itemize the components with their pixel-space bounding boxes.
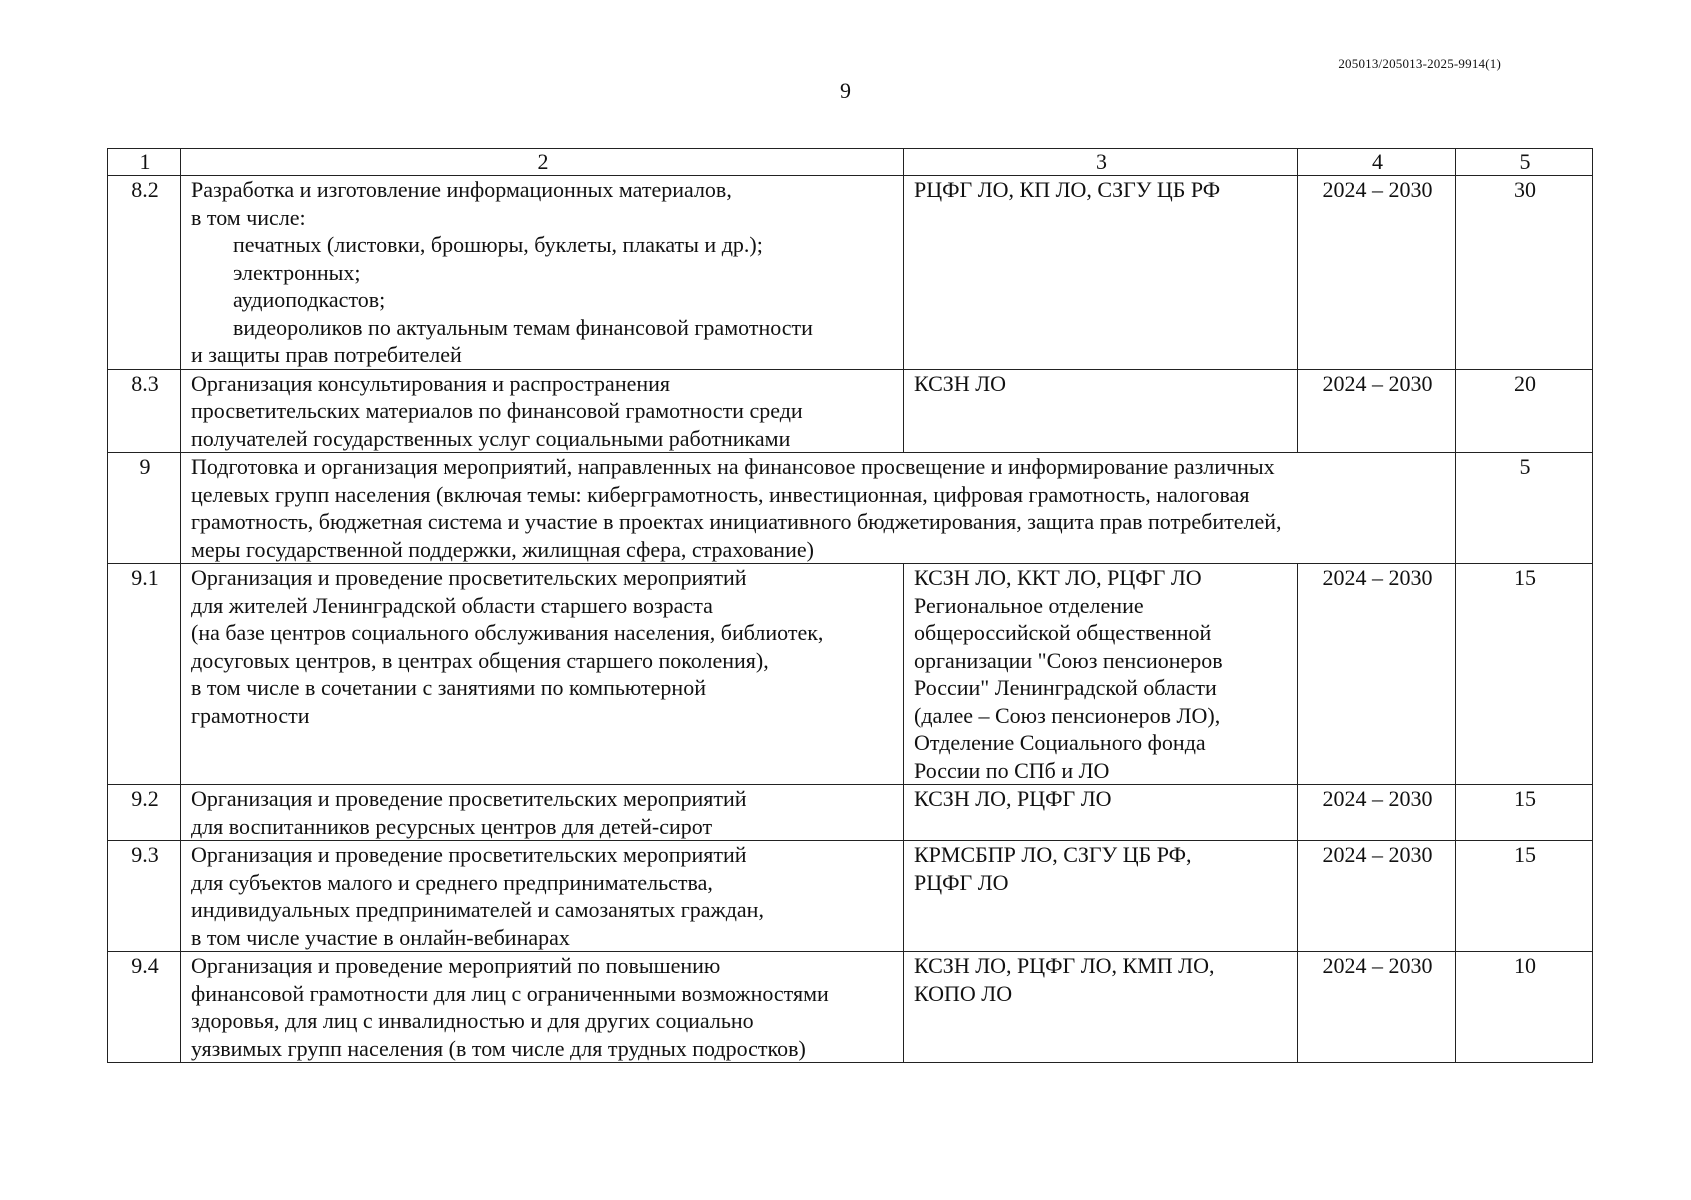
description-line: грамотность, бюджетная система и участие в проектах инициативного бюджетирования, защита прав потребителей, [191, 509, 1282, 534]
executors-cell [904, 369, 1298, 453]
executor-line: КСЗН ЛО [914, 370, 1007, 396]
row-number: 9.2 [108, 785, 181, 841]
executor-line: организации "Союз пенсионеров [914, 647, 1223, 673]
table-row [108, 564, 1593, 785]
description-line: уязвимых групп населения (в том числе для трудных подростков) [191, 1035, 806, 1061]
row-number: 8.3 [108, 369, 181, 453]
document-id: 205013/205013-2025-9914(1) [1338, 56, 1501, 71]
description-line: здоровья, для лиц с инвалидностью и для других социально [191, 1008, 754, 1033]
executor-line: Отделение Социального фонда [914, 730, 1206, 755]
executor-line: (далее – Союз пенсионеров ЛО), [914, 702, 1221, 728]
executor-line: РЦФГ ЛО [914, 869, 1009, 895]
description-line: финансовой грамотности для лиц с ограниченными возможностями [191, 980, 829, 1006]
description-line: целевых групп населения (включая темы: киберграмотность, инвестиционная, цифровая грамотность, налоговая [191, 481, 1250, 507]
description-line: Организация и проведение просветительских мероприятий [191, 842, 747, 867]
description-line: в том числе в сочетании с занятиями по компьютерной [191, 675, 706, 700]
period-cell: 2024 – 2030 [1298, 841, 1456, 952]
executor-line: общероссийской общественной [914, 620, 1212, 645]
period-cell: 2024 – 2030 [1298, 176, 1456, 370]
description-line: Организация и проведение просветительских мероприятий [191, 565, 747, 590]
description-line: для жителей Ленинградской области старшего возраста [191, 592, 713, 618]
executor-line: КРМСБПР ЛО, СЗГУ ЦБ РФ, [914, 842, 1192, 867]
measure-description [181, 564, 904, 785]
period-cell: 2024 – 2030 [1298, 785, 1456, 841]
column-header-executors: 3 [904, 149, 1298, 176]
executors-cell [904, 176, 1298, 370]
measure-description [181, 369, 904, 453]
description-line: грамотности [191, 702, 310, 728]
description-line: Организация и проведение мероприятий по повышению [191, 953, 721, 978]
executor-line: России по СПб и ЛО [914, 757, 1110, 783]
table-row [108, 453, 1593, 564]
row-number: 9.3 [108, 841, 181, 952]
table-row [108, 841, 1593, 952]
executors-cell [904, 841, 1298, 952]
description-line: получателей государственных услуг социальными работниками [191, 425, 791, 451]
table-body [108, 176, 1593, 1063]
row-number: 8.2 [108, 176, 181, 370]
description-line: для воспитанников ресурсных центров для детей-сирот [191, 813, 713, 839]
value-cell: 10 [1456, 952, 1593, 1063]
period-cell: 2024 – 2030 [1298, 564, 1456, 785]
table-header-row [108, 149, 1593, 176]
value-cell: 30 [1456, 176, 1593, 370]
executors-cell [904, 952, 1298, 1063]
executor-line: РЦФГ ЛО, КП ЛО, СЗГУ ЦБ РФ [914, 177, 1221, 202]
description-line: и защиты прав потребителей [191, 342, 462, 367]
description-line: просветительских материалов по финансовой грамотности среди [191, 398, 803, 423]
executor-line: КСЗН ЛО, ККТ ЛО, РЦФГ ЛО [914, 565, 1202, 590]
description-line: видеороликов по актуальным темам финансовой грамотности [233, 314, 813, 340]
value-cell: 20 [1456, 369, 1593, 453]
table-row [108, 176, 1593, 370]
measure-description [181, 785, 904, 841]
measure-description [181, 952, 904, 1063]
column-header-number: 1 [108, 149, 181, 176]
value-cell: 15 [1456, 785, 1593, 841]
measure-description [181, 453, 1456, 564]
column-header-measure: 2 [181, 149, 904, 176]
description-line: индивидуальных предпринимателей и самозанятых граждан, [191, 897, 764, 922]
column-header-period: 4 [1298, 149, 1456, 176]
measures-table [107, 148, 1593, 1063]
table-row [108, 369, 1593, 453]
row-number: 9.4 [108, 952, 181, 1063]
measure-description [181, 176, 904, 370]
executor-line: России" Ленинградской области [914, 675, 1217, 700]
executors-cell [904, 785, 1298, 841]
measure-description [181, 841, 904, 952]
description-line: электронных; [233, 259, 361, 285]
table-row [108, 785, 1593, 841]
executor-line: КСЗН ЛО, РЦФГ ЛО, КМП ЛО, [914, 953, 1215, 978]
description-line: аудиоподкастов; [233, 287, 386, 312]
table-row [108, 952, 1593, 1063]
description-line: Организация и проведение просветительских мероприятий [191, 786, 747, 811]
column-header-value: 5 [1456, 149, 1593, 176]
description-line: в том числе участие в онлайн-вебинарах [191, 924, 570, 950]
description-line: досуговых центров, в центрах общения старшего поколения), [191, 647, 769, 673]
description-line: Организация консультирования и распространения [191, 370, 671, 396]
executor-line: Региональное отделение [914, 592, 1144, 618]
value-cell: 5 [1456, 453, 1593, 564]
description-line: Подготовка и организация мероприятий, направленных на финансовое просвещение и информирование различных [191, 454, 1275, 479]
period-cell: 2024 – 2030 [1298, 952, 1456, 1063]
description-line: в том числе: [191, 204, 306, 230]
description-line: (на базе центров социального обслуживания населения, библиотек, [191, 620, 824, 645]
description-line: для субъектов малого и среднего предпринимательства, [191, 869, 713, 895]
value-cell: 15 [1456, 564, 1593, 785]
executor-line: КСЗН ЛО, РЦФГ ЛО [914, 786, 1112, 811]
executor-line: КОПО ЛО [914, 980, 1013, 1006]
description-line: печатных (листовки, брошюры, буклеты, плакаты и др.); [233, 232, 763, 257]
page-number: 9 [840, 78, 851, 103]
value-cell: 15 [1456, 841, 1593, 952]
executors-cell [904, 564, 1298, 785]
period-cell: 2024 – 2030 [1298, 369, 1456, 453]
row-number: 9 [108, 453, 181, 564]
row-number: 9.1 [108, 564, 181, 785]
description-line: меры государственной поддержки, жилищная сфера, страхование) [191, 536, 814, 562]
description-line: Разработка и изготовление информационных материалов, [191, 177, 732, 202]
